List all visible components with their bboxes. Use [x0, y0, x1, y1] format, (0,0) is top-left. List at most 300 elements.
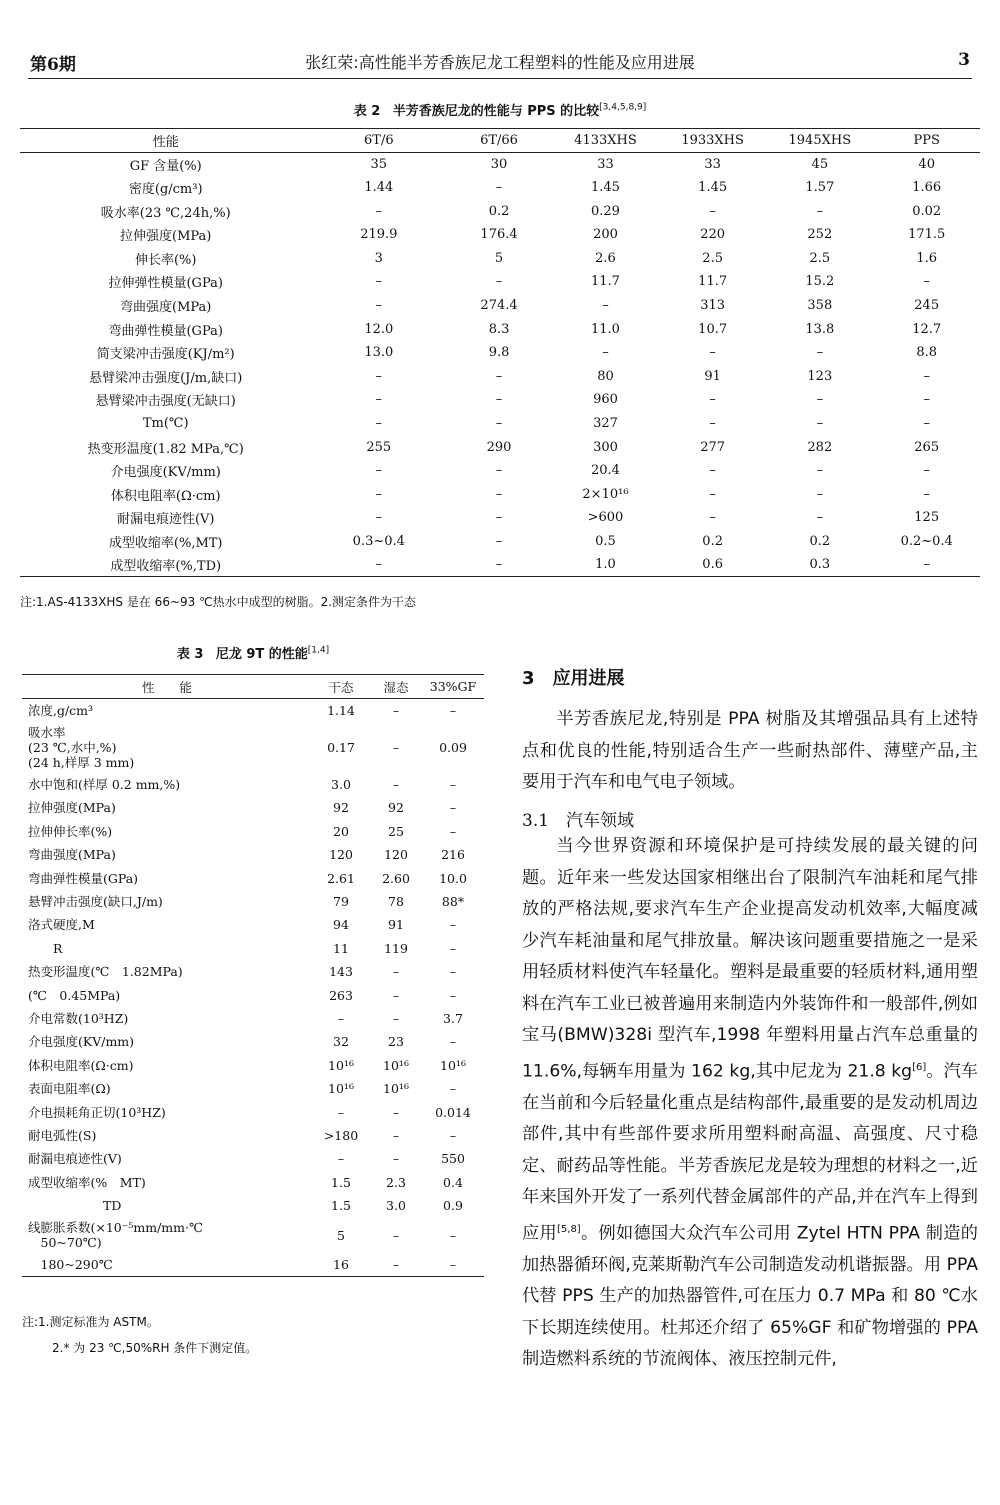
property-cell: 耐电弧性(S) [28, 1127, 97, 1143]
property-cell: 热变形温度(℃ 1.82MPa) [28, 964, 183, 980]
value-cell: 265 [914, 439, 940, 455]
property-cell: 热变形温度(1.82 MPa,℃) [87, 441, 244, 457]
table-row [22, 913, 484, 936]
value-cell: 10¹⁶ [383, 1081, 409, 1097]
table-row [20, 176, 980, 200]
value-cell: 220 [700, 227, 726, 243]
table2-label: 表 2 [353, 104, 381, 119]
value-cell: – [816, 392, 824, 408]
table2-refs: [3,4,5,8,9] [599, 102, 647, 113]
table-row [20, 459, 980, 483]
value-cell: 277 [700, 439, 726, 455]
value-cell: 88* [441, 894, 465, 910]
table3-column-header: 干态 [328, 679, 354, 695]
value-cell: 245 [914, 297, 940, 313]
value-cell: 0.5 [595, 533, 616, 549]
value-cell: – [337, 1010, 345, 1026]
value-cell: – [375, 392, 383, 408]
value-cell: – [495, 179, 503, 195]
table-row [20, 341, 980, 365]
value-cell: – [709, 486, 716, 502]
value-cell: 2.5 [702, 250, 723, 266]
property-cell: 表面电阻率(Ω) [28, 1081, 111, 1097]
value-cell: – [375, 510, 383, 526]
value-cell: 12.0 [364, 321, 394, 337]
section-title: 3 应用进展 [522, 668, 625, 689]
property-cell: 拉伸伸长率(%) [28, 823, 113, 839]
value-cell: 79 [333, 894, 349, 910]
value-cell: 300 [593, 439, 618, 455]
property-cell: 伸长率(%) [134, 252, 197, 268]
value-cell: 20 [333, 823, 349, 839]
value-cell: 15.2 [805, 274, 835, 290]
value-cell: 119 [384, 940, 408, 956]
value-cell: 13.8 [805, 321, 835, 337]
property-cell: 弯曲强度(MPa) [120, 299, 212, 315]
table2-column-header: 6T/66 [480, 132, 518, 148]
value-cell: 25 [388, 823, 404, 839]
value-cell: – [449, 777, 457, 793]
value-cell: – [449, 1127, 457, 1143]
table2 [20, 128, 980, 577]
property-cell: 弯曲弹性模量(GPa) [108, 323, 223, 339]
table-row [22, 820, 484, 843]
table3-caption [22, 643, 484, 662]
value-cell: – [392, 964, 400, 980]
table-row [22, 843, 484, 866]
property-cell: 成型收缩率(%,MT) [108, 535, 223, 551]
value-cell: – [923, 486, 930, 502]
value-cell: >600 [587, 510, 624, 526]
value-cell: 290 [486, 439, 512, 455]
page-number: 3 [958, 50, 970, 70]
value-cell: – [816, 486, 824, 502]
value-cell: 123 [807, 368, 833, 384]
table3 [22, 674, 484, 1277]
property-cell: 密度(g/cm³) [128, 181, 203, 197]
value-cell: 216 [441, 847, 465, 863]
value-cell: 20.4 [591, 463, 620, 479]
value-cell: – [923, 463, 930, 479]
value-cell: – [602, 297, 609, 313]
value-cell: 2.60 [382, 870, 410, 886]
table3-title: 尼龙 9T 的性能 [215, 647, 308, 662]
value-cell: 11 [333, 940, 349, 956]
value-cell: 2.61 [327, 870, 355, 886]
table-row [20, 152, 980, 176]
property-cell: 简支梁冲击强度(KJ/m²) [96, 347, 235, 363]
value-cell: 252 [807, 227, 833, 243]
table3-refs: [1,4] [307, 645, 330, 656]
article-title: 张红荣:高性能半芳香族尼龙工程塑料的性能及应用进展 [305, 53, 695, 72]
value-cell: 2.6 [595, 250, 616, 266]
value-cell: 30 [490, 156, 508, 172]
value-cell: – [923, 557, 930, 573]
value-cell: – [709, 203, 716, 219]
value-cell: – [449, 1034, 457, 1050]
table3-body [22, 699, 484, 1277]
property-cell: 介电损耗角正切(10³HZ) [28, 1104, 166, 1120]
property-cell: 浓度,g/cm³ [28, 702, 94, 718]
value-cell: 92 [333, 800, 349, 816]
table3-label: 表 3 [176, 647, 204, 662]
value-cell: 91 [704, 368, 721, 384]
value-cell: 0.014 [435, 1104, 471, 1120]
value-cell: – [709, 463, 716, 479]
table-row [20, 388, 980, 412]
property-cell: 介电强度(KV/mm) [110, 465, 221, 481]
property-cell: 耐漏电痕迹性(V) [116, 512, 215, 528]
value-cell: – [495, 486, 503, 502]
value-cell: 274.4 [480, 297, 518, 313]
value-cell: – [709, 345, 716, 361]
table-row [22, 1171, 484, 1194]
table2-column-header: 6T/6 [364, 132, 394, 148]
value-cell: 11.0 [591, 321, 620, 337]
table2-column-header: PPS [913, 132, 940, 148]
value-cell: – [449, 964, 457, 980]
value-cell: – [392, 1104, 400, 1120]
table-row [20, 506, 980, 530]
value-cell: 0.29 [591, 203, 620, 219]
property-cell: R [28, 940, 63, 956]
table-row [20, 270, 980, 294]
value-cell: 16 [333, 1257, 349, 1273]
value-cell: – [816, 345, 824, 361]
table2-body [20, 152, 980, 577]
value-cell: – [392, 777, 400, 793]
value-cell: 10¹⁶ [328, 1081, 354, 1097]
value-cell: >180 [323, 1127, 359, 1143]
table-row [22, 960, 484, 983]
value-cell: 171.5 [908, 227, 946, 243]
paragraph-text-2: 。汽车在当前和今后轻量化重点是结构部件,最重要的是发动机周边部件,其中有些部件要求所用塑料耐高温、高强度、尺寸稳定、耐药品等性能。半芳香族尼龙是较为理想的材料之一,近年来国外开发了一系列代替金属部件的产品,并在汽车上得到应用 [522, 1061, 978, 1244]
value-cell: 10.7 [698, 321, 728, 337]
value-cell: 0.2 [809, 533, 831, 549]
value-cell: 1.0 [595, 557, 616, 573]
value-cell: – [449, 917, 457, 933]
value-cell: 255 [366, 439, 392, 455]
value-cell: 0.9 [443, 1198, 463, 1214]
value-cell: – [923, 392, 930, 408]
section-intro: 半芳香族尼龙,特别是 PPA 树脂及其增强品具有上述特点和优良的性能,特别适合生产一些耐热部件、薄壁产品,主要用于汽车和电气电子领域。 [522, 709, 978, 792]
property-cell: 弯曲强度(MPa) [28, 847, 116, 863]
property-cell: 拉伸弹性模量(GPa) [108, 276, 223, 292]
value-cell: 12.7 [912, 321, 942, 337]
value-cell: 1.6 [916, 250, 938, 266]
value-cell: 550 [441, 1151, 465, 1167]
property-cell: TD [28, 1198, 122, 1214]
value-cell: – [449, 702, 457, 718]
value-cell: 10¹⁶ [383, 1057, 409, 1073]
value-cell: – [495, 392, 503, 408]
value-cell: – [709, 392, 716, 408]
value-cell: 1.5 [331, 1198, 351, 1214]
value-cell: 1.5 [331, 1174, 351, 1190]
property-cell: GF 含量(%) [129, 158, 202, 174]
value-cell: 1.45 [591, 179, 620, 195]
value-cell: 3.7 [443, 1010, 463, 1026]
table3-note-1: 注:1.测定标准为 ASTM。 [22, 1315, 159, 1329]
value-cell: – [375, 557, 383, 573]
header-rule [28, 78, 972, 79]
value-cell: – [709, 510, 716, 526]
value-cell: 10¹⁶ [440, 1057, 466, 1073]
property-cell: 介电常数(10³HZ) [28, 1010, 129, 1026]
value-cell: 2×10¹⁶ [582, 486, 629, 502]
property-cell: 水中饱和(样厚 0.2 mm,%) [28, 777, 181, 793]
value-cell: 91 [388, 917, 404, 933]
table-row [20, 530, 980, 554]
property-cell: 拉伸强度(MPa) [120, 229, 212, 245]
value-cell: 0.09 [439, 739, 467, 755]
table2-header [20, 129, 980, 153]
value-cell: 0.6 [702, 557, 723, 573]
subsection-title: 3.1 汽车领域 [522, 811, 635, 831]
table-row [22, 796, 484, 819]
value-cell: – [337, 1104, 345, 1120]
value-cell: 78 [388, 894, 404, 910]
value-cell: 13.0 [364, 345, 394, 361]
value-cell: 176.4 [480, 227, 518, 243]
value-cell: – [495, 533, 503, 549]
table-row [20, 317, 980, 341]
value-cell: 2.3 [386, 1174, 406, 1190]
table-row [22, 890, 484, 913]
value-cell: – [816, 510, 824, 526]
property-cell: 体积电阻率(Ω·cm) [28, 1057, 134, 1073]
property-cell: 成型收缩率(%,TD) [110, 559, 222, 575]
value-cell: 8.8 [916, 345, 938, 361]
value-cell: – [449, 1081, 457, 1097]
value-cell: – [816, 463, 824, 479]
value-cell: 33 [597, 156, 614, 172]
value-cell: 10.0 [439, 870, 467, 886]
table-row [20, 223, 980, 247]
value-cell: – [449, 800, 457, 816]
value-cell: 219.9 [360, 227, 398, 243]
table-row [22, 699, 484, 722]
value-cell: 40 [918, 156, 935, 172]
property-cell: 体积电阻率(Ω·cm) [110, 488, 221, 504]
table-row [20, 482, 980, 506]
value-cell: 11.7 [698, 274, 728, 290]
value-cell: 1.66 [912, 179, 942, 195]
value-cell: – [392, 1127, 400, 1143]
value-cell: 5 [494, 250, 504, 266]
value-cell: – [495, 368, 503, 384]
value-cell: – [923, 415, 930, 431]
table-row [22, 1194, 484, 1217]
value-cell: 0.2~0.4 [900, 533, 953, 549]
paragraph-text-3: 。例如德国大众汽车公司用 Zytel HTN PPA 制造的加热器循环阀,克莱斯勒汽车公司制造发动机谐振器。用 PPA 代替 PPS 生产的加热器管件,可在压力 0.7 MPa 和 80 ℃水下长期连续使用。杜邦还介绍了 65%GF 和矿物增强的 PPA 制造燃料系统的节流阀体、液压控制元件, [522, 1223, 978, 1370]
property-cell: 弯曲弹性模量(GPa) [28, 870, 139, 886]
value-cell: 120 [384, 847, 408, 863]
value-cell: 200 [593, 227, 618, 243]
table-row [22, 1147, 484, 1170]
value-cell: 8.3 [488, 321, 510, 337]
value-cell: 10¹⁶ [328, 1057, 354, 1073]
table3-column-header: 33%GF [429, 679, 477, 694]
table-row [22, 937, 484, 960]
value-cell: 3.0 [331, 777, 351, 793]
value-cell: – [337, 1151, 345, 1167]
value-cell: 960 [593, 392, 618, 408]
value-cell: 35 [370, 156, 388, 172]
value-cell: 282 [807, 439, 833, 455]
value-cell: 327 [593, 415, 618, 431]
value-cell: – [495, 274, 503, 290]
table-row [22, 1007, 484, 1030]
value-cell: – [392, 1151, 400, 1167]
value-cell: 3.0 [386, 1198, 406, 1214]
value-cell: – [449, 940, 457, 956]
table-row [22, 1124, 484, 1147]
table2-column-header: 4133XHS [574, 132, 637, 148]
table-row [20, 294, 980, 318]
value-cell: – [375, 368, 383, 384]
value-cell: – [375, 297, 383, 313]
value-cell: 1.57 [805, 179, 835, 195]
table-row [22, 983, 484, 1006]
property-cell: (℃ 0.45MPa) [28, 987, 121, 1003]
value-cell: 32 [333, 1034, 349, 1050]
value-cell: 1.44 [364, 179, 394, 195]
value-cell: – [392, 1010, 400, 1026]
property-cell: 介电强度(KV/mm) [28, 1034, 135, 1050]
citation-5-8: [5,8] [557, 1223, 581, 1235]
value-cell: 45 [811, 156, 829, 172]
table-row [22, 1253, 484, 1276]
property-cell: 悬臂梁冲击强度(J/m,缺口) [89, 370, 243, 386]
property-cell: 洛式硬度,M [28, 917, 95, 933]
table-row [20, 246, 980, 270]
value-cell: 0.02 [912, 203, 942, 219]
value-cell: 92 [388, 800, 404, 816]
value-cell: 313 [700, 297, 726, 313]
value-cell: – [923, 368, 930, 384]
value-cell: – [816, 415, 824, 431]
value-cell: 2.5 [809, 250, 831, 266]
value-cell: – [495, 510, 503, 526]
property-cell: 吸水率(23 ℃,24h,%) [100, 205, 231, 221]
value-cell: – [495, 557, 503, 573]
value-cell: 23 [388, 1034, 404, 1050]
value-cell: 0.4 [443, 1174, 463, 1190]
value-cell: – [495, 463, 503, 479]
value-cell: 1.45 [698, 179, 728, 195]
table3-column-header: 性 能 [141, 679, 192, 695]
value-cell: – [392, 1257, 400, 1273]
section-paragraph [522, 831, 978, 1376]
table-row [20, 553, 980, 577]
table-row [22, 866, 484, 889]
table2-column-header: 1933XHS [681, 132, 744, 148]
value-cell: 263 [329, 987, 353, 1003]
table-row [22, 1077, 484, 1100]
value-cell: – [449, 823, 457, 839]
value-cell: 33 [704, 156, 721, 172]
value-cell: 94 [333, 917, 349, 933]
value-cell: 1.14 [327, 702, 355, 718]
table-row [22, 1100, 484, 1123]
paragraph-text-1: 当今世界资源和环境保护是可持续发展的最关键的问题。近年来一些发达国家相继出台了限制汽车油耗和尾气排放的严格法规,要求汽车生产企业提高发动机效率,大幅度减少汽车耗油量和尾气排放量。解决该问题重要措施之一是采用轻质材料使汽车轻量化。塑料是最重要的轻质材料,通用塑料在汽车工业已被普遍用来制造内外装饰件和一般部件,例如宝马(BMW)328i 型汽车,1998 年塑料用量占汽车总重量的 11.6%,每辆车用量为 162 kg,其中尼龙为 21.8 kg [522, 836, 978, 1082]
table-row [22, 773, 484, 796]
citation-6: [6] [912, 1061, 927, 1073]
value-cell: 9.8 [488, 345, 510, 361]
table3-header [22, 675, 484, 699]
value-cell: 3 [374, 250, 383, 266]
table-row [20, 435, 980, 459]
value-cell: – [375, 203, 383, 219]
value-cell: – [392, 987, 400, 1003]
value-cell: – [602, 345, 609, 361]
table-row [22, 722, 484, 773]
value-cell: 5 [337, 1227, 345, 1243]
value-cell: – [392, 1227, 400, 1243]
value-cell: – [709, 415, 716, 431]
property-cell: 悬臂冲击强度(缺口,J/m) [28, 894, 163, 910]
value-cell: – [375, 274, 383, 290]
table-row [22, 1054, 484, 1077]
value-cell: – [449, 1227, 457, 1243]
table2-caption [0, 100, 1000, 119]
value-cell: 0.3 [809, 557, 831, 573]
property-cell: 耐漏电痕迹性(V) [28, 1151, 122, 1167]
value-cell: 358 [807, 297, 833, 313]
property-cell: 吸水率 (23 ℃,水中,%) (24 h,样厚 3 mm) [28, 724, 135, 770]
value-cell: 0.3~0.4 [352, 533, 405, 549]
table-row [22, 1030, 484, 1053]
value-cell: – [375, 486, 383, 502]
value-cell: – [816, 203, 824, 219]
table2-note: 注:1.AS-4133XHS 是在 66~93 ℃热水中成型的树脂。2.测定条件为干态 [20, 595, 417, 609]
value-cell: 125 [914, 510, 940, 526]
table3-note-2: 2.* 为 23 ℃,50%RH 条件下测定值。 [52, 1341, 258, 1355]
property-cell: 成型收缩率(% MT) [28, 1174, 146, 1190]
property-cell: 悬臂梁冲击强度(无缺口) [95, 394, 236, 410]
table2-column-header: 1945XHS [788, 132, 852, 148]
value-cell: 0.2 [702, 533, 723, 549]
table2-column-header: 性能 [152, 134, 179, 150]
value-cell: 80 [597, 368, 614, 384]
value-cell: 120 [329, 847, 353, 863]
table-row [20, 412, 980, 436]
property-cell: Tm(℃) [142, 415, 189, 431]
property-cell: 180~290℃ [28, 1257, 113, 1273]
value-cell: – [449, 1257, 457, 1273]
value-cell: – [392, 739, 400, 755]
value-cell: – [495, 415, 503, 431]
value-cell: 11.7 [591, 274, 620, 290]
value-cell: – [392, 702, 400, 718]
running-header [30, 50, 970, 74]
table-row [22, 1217, 484, 1253]
property-cell: 线膨胀系数(×10⁻⁵mm/mm·℃ 50~70℃) [28, 1220, 203, 1251]
table-row [20, 199, 980, 223]
value-cell: 143 [329, 964, 353, 980]
table2-title: 半芳香族尼龙的性能与 PPS 的比较 [392, 104, 600, 119]
property-cell: 拉伸强度(MPa) [28, 800, 116, 816]
value-cell: 0.2 [488, 203, 510, 219]
value-cell: – [449, 987, 457, 1003]
table-row [20, 364, 980, 388]
value-cell: 0.17 [327, 739, 355, 755]
value-cell: – [375, 415, 383, 431]
value-cell: – [375, 463, 383, 479]
issue-number: 第6期 [30, 55, 76, 75]
value-cell: – [923, 274, 930, 290]
